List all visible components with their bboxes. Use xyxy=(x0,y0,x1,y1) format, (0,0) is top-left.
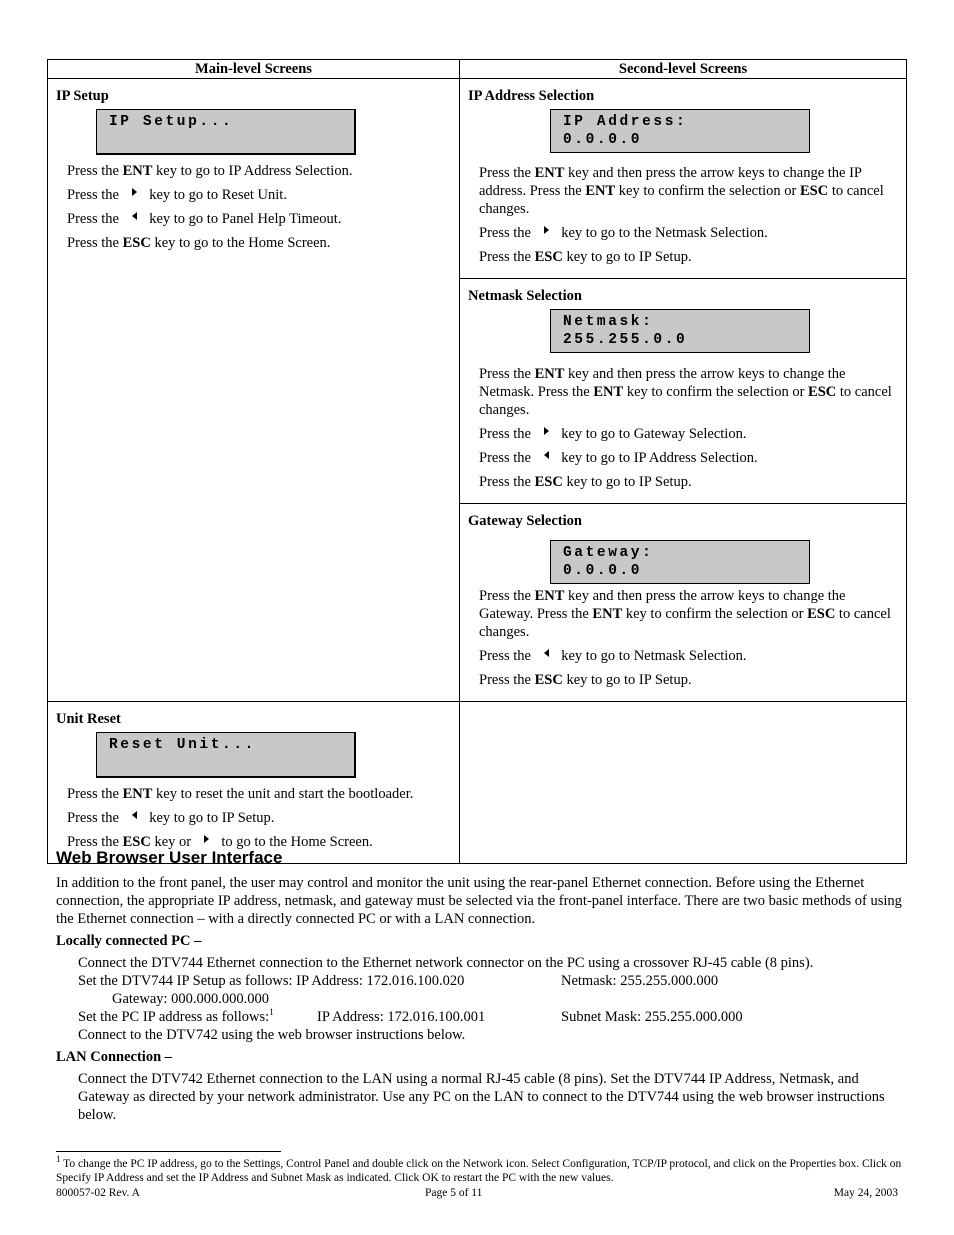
ip-address-cell xyxy=(460,79,907,279)
netmask-cell xyxy=(460,279,907,504)
local-pc-title: Locally connected PC – xyxy=(56,933,202,949)
right-arrow-icon xyxy=(544,226,549,234)
left-arrow-icon xyxy=(544,451,549,459)
lan-title: LAN Connection – xyxy=(56,1049,173,1065)
doc-date: May 24, 2003 xyxy=(833,1187,898,1199)
instruction-line: Press the ESC key to go to the Home Screen. xyxy=(67,235,331,251)
ip-address-lcd xyxy=(550,109,810,153)
table-row xyxy=(48,79,907,279)
footnote-divider xyxy=(56,1151,281,1152)
intro-paragraph: In addition to the front panel, the user may control and monitor the unit using the rear-panel Ethernet connection. Before using the Ethernet connection, the appropriate IP address, netmask, and gateway must be selected via the front-panel interface. There are two basic methods of using the Ethernet connection – with a directly connected PC or with a LAN connection. xyxy=(56,875,902,927)
lcd-line: Gateway: xyxy=(563,545,654,561)
left-arrow-icon xyxy=(132,811,137,819)
empty-cell xyxy=(460,702,907,864)
ip-setup-cell xyxy=(48,79,460,702)
screens-table xyxy=(47,59,907,864)
instruction-line: Press the key to go to IP Setup. xyxy=(67,810,275,826)
right-arrow-icon xyxy=(204,835,209,843)
ip-setup-lcd xyxy=(96,109,356,155)
local-line: Gateway: 000.000.000.000 xyxy=(112,991,270,1007)
instruction-paragraph: Press the ENT key and then press the arrow keys to change the Netmask. Press the ENT key to confirm the selection or ESC to cancel changes. xyxy=(479,366,892,418)
unit-reset-cell xyxy=(48,702,460,864)
header-second-level: Second-level Screens xyxy=(460,60,907,79)
lan-paragraph: Connect the DTV742 Ethernet connection to the LAN using a normal RJ-45 cable (8 pins). Set the DTV744 IP Address, Netmask, and Gateway as directed by your network administrator. Use any PC on the LAN to connect to the DTV744 using the web browser instructions below. xyxy=(78,1071,885,1123)
footnote: $^1$ To change the PC IP address, go to the Settings, Control Panel and double click on the Network icon. Select Configuration, TCP/IP protocol, and click on the Properties box. Click on Specify IP Address and set the IP Address and Subnet Mask as indicated. Click OK to restart the PC with the new values. xyxy=(56,1154,902,1184)
instruction-line: Press the key to go to Reset Unit. xyxy=(67,187,287,203)
instruction-line: Press the key to go to Panel Help Timeout. xyxy=(67,211,342,227)
local-line: Set the PC IP address as follows:$^1$ IP Address: 172.016.100.001 Subnet Mask: 255.255.000.000 xyxy=(78,1007,743,1025)
doc-number: 800057-02 Rev. A xyxy=(56,1187,140,1199)
table-row xyxy=(48,702,907,864)
page-number: Page 5 of 11 xyxy=(425,1187,483,1199)
instruction-paragraph: Press the ENT key and then press the arrow keys to change the IP address. Press the ENT key to confirm the selection or ESC to cancel changes. xyxy=(479,165,884,217)
gateway-title: Gateway Selection xyxy=(468,513,582,529)
gateway-cell xyxy=(460,504,907,702)
instruction-line: Press the key to go to Netmask Selection. xyxy=(479,648,747,664)
netmask-lcd xyxy=(550,309,810,353)
lcd-line: IP Setup... xyxy=(109,114,234,130)
local-line: Connect to the DTV742 using the web browser instructions below. xyxy=(78,1027,466,1043)
right-arrow-icon xyxy=(544,427,549,435)
lcd-line: 0.0.0.0 xyxy=(563,132,643,148)
instruction-line: Press the key to go to Gateway Selection. xyxy=(479,426,747,442)
instruction-line: Press the ESC key to go to IP Setup. xyxy=(479,672,692,688)
instruction-line: Press the key to go to the Netmask Selection. xyxy=(479,225,768,241)
unit-reset-title: Unit Reset xyxy=(56,711,121,727)
lcd-line: 255.255.0.0 xyxy=(563,332,688,348)
instruction-line: Press the ENT key to reset the unit and start the bootloader. xyxy=(67,786,414,802)
header-main-level: Main-level Screens xyxy=(48,60,460,79)
local-line: Set the DTV744 IP Setup as follows: IP Address: 172.016.100.020 Netmask: 255.255.000.000 xyxy=(78,973,719,989)
instruction-line: Press the ESC key or to go to the Home Screen. xyxy=(67,834,373,850)
lcd-line: 0.0.0.0 xyxy=(563,563,643,579)
instruction-line: Press the ESC key to go to IP Setup. xyxy=(479,249,692,265)
lcd-line: IP Address: xyxy=(563,114,688,130)
lcd-line: Reset Unit... xyxy=(109,737,256,753)
netmask-title: Netmask Selection xyxy=(468,288,582,304)
page-footer xyxy=(56,1186,898,1200)
gateway-lcd xyxy=(550,540,810,584)
lcd-line: Netmask: xyxy=(563,314,654,330)
left-arrow-icon xyxy=(544,649,549,657)
instruction-paragraph: Press the ENT key and then press the arrow keys to change the Gateway. Press the ENT key to confirm the selection or ESC to cancel changes. xyxy=(479,588,891,640)
section-heading: Web Browser User Interface xyxy=(56,848,283,867)
ip-address-title: IP Address Selection xyxy=(468,88,595,104)
instruction-line: Press the ESC key to go to IP Setup. xyxy=(479,474,692,490)
table-header-row xyxy=(48,60,907,79)
left-arrow-icon xyxy=(132,212,137,220)
instruction-line: Press the key to go to IP Address Selection. xyxy=(479,450,758,466)
instruction-line: Press the ENT key to go to IP Address Selection. xyxy=(67,163,353,179)
ip-setup-title: IP Setup xyxy=(56,88,109,104)
right-arrow-icon xyxy=(132,188,137,196)
local-line: Connect the DTV744 Ethernet connection to the Ethernet network connector on the PC using a crossover RJ-45 cable (8 pins). xyxy=(78,955,814,971)
web-browser-section xyxy=(56,847,906,1124)
unit-reset-lcd xyxy=(96,732,356,778)
